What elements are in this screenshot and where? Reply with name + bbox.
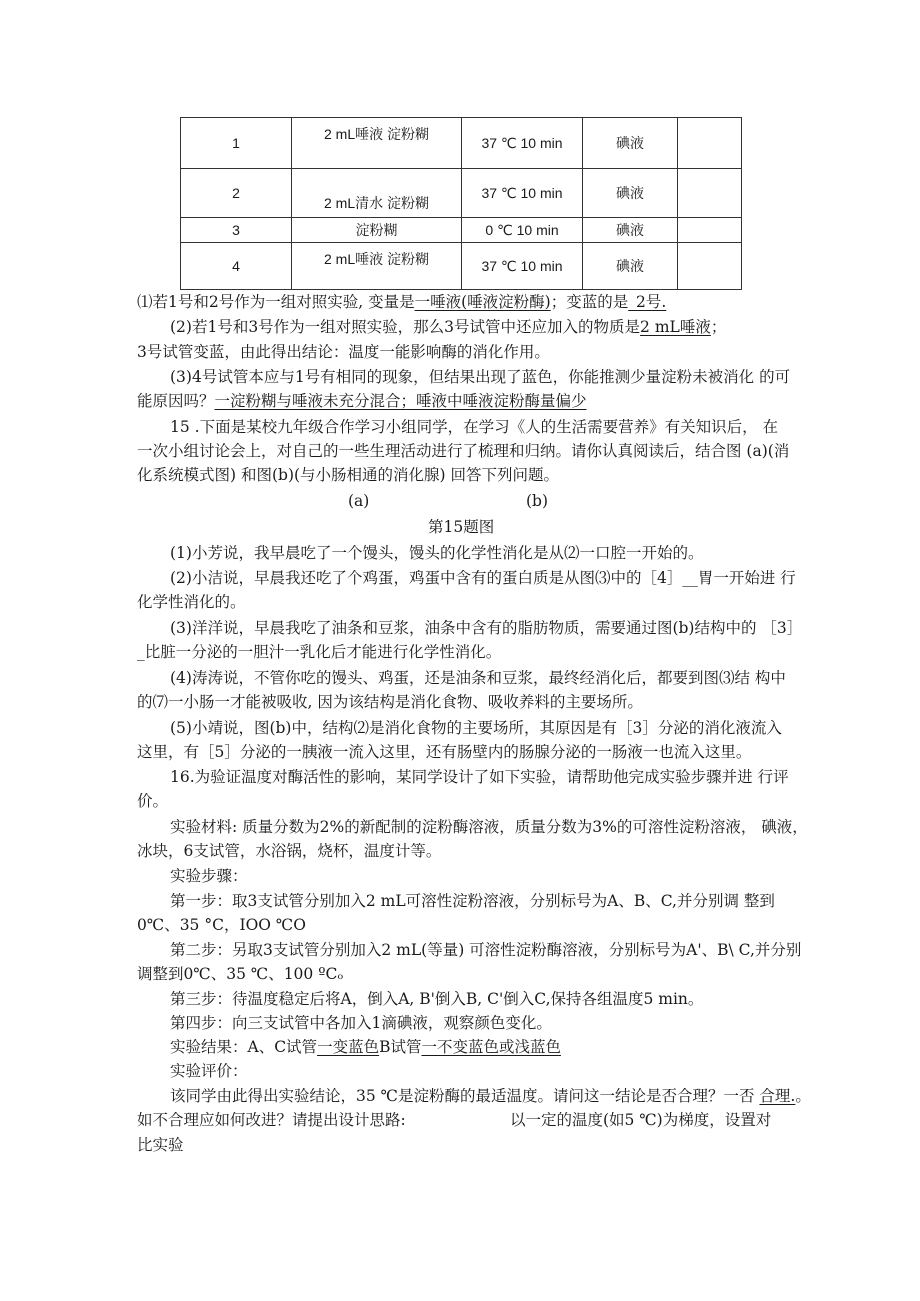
- q16-intro-line1: 16.为验证温度对酶活性的影响，某同学设计了如下实验，请帮助他完成实验步骤并进 行评: [170, 768, 789, 786]
- q15-statement-1: (1)小芳说，我早晨吃了一个馒头，馒头的化学性消化是从⑵一口腔一开始的。: [170, 544, 704, 562]
- tube-material: 淀粉糊: [292, 218, 462, 243]
- answer-reason: 一淀粉糊与唾液未充分混合；唾液中唾液淀粉酶量偏少: [214, 392, 587, 410]
- answer-improvement-cont: 比实验: [137, 1136, 184, 1154]
- tube-reagent: 碘液: [583, 243, 678, 290]
- q16-result: 实验结果：A、C试管一变蓝色B试管一不变蓝色或浅蓝色: [170, 1038, 561, 1056]
- q16-step2-cont: 调整到0℃、35 ℃、100 ºCₒ: [137, 965, 344, 983]
- tube-reagent: 碘液: [583, 118, 678, 169]
- tube-temperature: 37 ℃ 10 min: [462, 118, 583, 169]
- tube-temperature: 37 ℃ 10 min: [462, 243, 583, 290]
- tube-result: [678, 118, 742, 169]
- q14-part3: (3)4号试管本应与1号有相同的现象，但结果出现了蓝色，你能推测少量淀粉未被消化 的可: [170, 368, 791, 386]
- answer-added-substance: 2 mL唾液: [640, 318, 711, 336]
- q14-part3-answer-line: 能原因吗？一淀粉糊与唾液未充分混合；唾液中唾液淀粉酶量偏少: [137, 392, 587, 410]
- q14-part2-conclusion: 3号试管变蓝，由此得出结论：温度一能影响酶的消化作用。: [137, 343, 550, 361]
- q16-eval-question: 该同学由此得出实验结论，35 ℃是淀粉酶的最适温度。请问这一结论是否合理？一否 合理.。: [170, 1087, 811, 1105]
- tube-result: [678, 218, 742, 243]
- q16-step2: 第二步：另取3支试管分别加入2 mL(等量) 可溶性淀粉酶溶液，分别标号为A'、B\ C,并分别: [170, 941, 802, 959]
- q16-step1-cont: 0℃、35 °C，IOO ℃O: [137, 916, 306, 934]
- q15-statement-5-cont: 这里，有［5］分泌的一胰液一流入这里，还有肠壁内的肠腺分泌的一肠液一也流入这里。: [137, 743, 752, 761]
- experiment-table: [180, 117, 742, 290]
- answer-ac-result: 一变蓝色: [317, 1038, 380, 1056]
- table-row: [181, 243, 742, 290]
- tube-material: 2 mL唾液 淀粉糊: [292, 118, 462, 169]
- q16-intro-line2: 价。: [137, 792, 169, 810]
- q16-steps-label: 实验步骤：: [170, 867, 248, 885]
- q15-statement-5: (5)小靖说，图(b)中，结构⑵是消化食物的主要场所，其原因是有［3］分泌的消化液流入: [170, 719, 782, 737]
- q16-materials: 实验材料: 质量分数为2%的新配制的淀粉酶溶液，质量分数为3%的可溶性淀粉溶液， 碘液，: [170, 818, 808, 836]
- figure-a-label: (a): [348, 492, 370, 510]
- tube-material: 2 mL唾液 淀粉糊: [292, 243, 462, 290]
- answer-b-result: 一不变蓝色或浅蓝色: [421, 1038, 561, 1056]
- figure-caption: 第15题图: [428, 518, 495, 536]
- q15-intro-line2: 一次小组讨论会上，对自己的一些生理活动进行了梳理和归纳。请你认真阅读后，结合图 (a)(消: [137, 442, 790, 460]
- q15-intro-line1: 15 .下面是某校九年级合作学习小组同学，在学习《人的生活需要营养》有关知识后， 在: [170, 418, 779, 436]
- tube-result: [678, 169, 742, 218]
- q14-part2: (2)若1号和3号作为一组对照实验，那么3号试管中还应加入的物质是2 mL唾液；: [170, 318, 727, 336]
- q16-step1: 第一步：取3支试管分别加入2 mL可溶性淀粉溶液，分别标号为A、B、C,并分别调 整到: [170, 892, 775, 910]
- q15-statement-2-cont: 化学性消化的。: [137, 593, 246, 611]
- answer-reasonable: 合理.: [759, 1087, 796, 1105]
- tube-number: 2: [181, 169, 292, 218]
- q16-eval-label: 实验评价：: [170, 1062, 248, 1080]
- table-row: [181, 169, 742, 218]
- figure-b-label: (b): [526, 492, 549, 510]
- q16-materials-cont: 冰块，6支试管，水浴锅，烧杯，温度计等。: [137, 842, 442, 860]
- q15-statement-3: (3)洋洋说，早晨我吃了油条和豆浆，油条中含有的脂肪物质，需要通过图(b)结构中的 ［3］: [170, 619, 803, 637]
- table-row: [181, 218, 742, 243]
- q16-step3: 第三步：待温度稳定后将A，倒入A, B'倒入B, C'倒入C,保持各组温度5 min。: [170, 990, 704, 1008]
- q15-statement-4-cont: 的⑺一小肠一才能被吸收, 因为该结构是消化食物、吸收养料的主要场所。: [137, 693, 643, 711]
- tube-number: 1: [181, 118, 292, 169]
- table-row: [181, 118, 742, 169]
- q16-improve-prompt: 如不合理应如何改进？请提出设计思路:: [137, 1111, 406, 1129]
- tube-reagent: 碘液: [583, 218, 678, 243]
- tube-number: 3: [181, 218, 292, 243]
- q15-statement-2: (2)小洁说，早晨我还吃了个鸡蛋，鸡蛋中含有的蛋白质是从图⑶中的［4］__胃一开始进 行: [170, 569, 796, 587]
- tube-number: 4: [181, 243, 292, 290]
- answer-blue-tube: _2号.: [628, 293, 667, 311]
- answer-improvement: 以一定的温度(如5 ℃)为梯度，设置对: [510, 1111, 772, 1129]
- tube-temperature: 0 ℃ 10 min: [462, 218, 583, 243]
- tube-reagent: 碘液: [583, 169, 678, 218]
- tube-result: [678, 243, 742, 290]
- q15-statement-4: (4)涛涛说，不管你吃的馒头、鸡蛋，还是油条和豆浆，最终经消化后，都要到图⑶结 构中: [170, 669, 786, 687]
- tube-temperature: 37 ℃ 10 min: [462, 169, 583, 218]
- q14-part1: ⑴若1号和2号作为一组对照实验, 变量是一唾液(唾液淀粉酶)；变蓝的是_2号.: [137, 293, 667, 311]
- q15-statement-3-cont: _比脏一分泌的一胆汁一乳化后才能进行化学性消化。: [137, 643, 502, 661]
- q15-intro-line3: 化系统模式图) 和图(b)(与小肠相通的消化腺) 回答下列问题。: [137, 466, 560, 484]
- tube-material: 2 mL清水 淀粉糊: [292, 169, 462, 218]
- q16-step4: 第四步：向三支试管中各加入1滴碘液，观察颜色变化。: [170, 1014, 552, 1032]
- answer-variable: 一唾液(唾液淀粉酶): [414, 293, 551, 311]
